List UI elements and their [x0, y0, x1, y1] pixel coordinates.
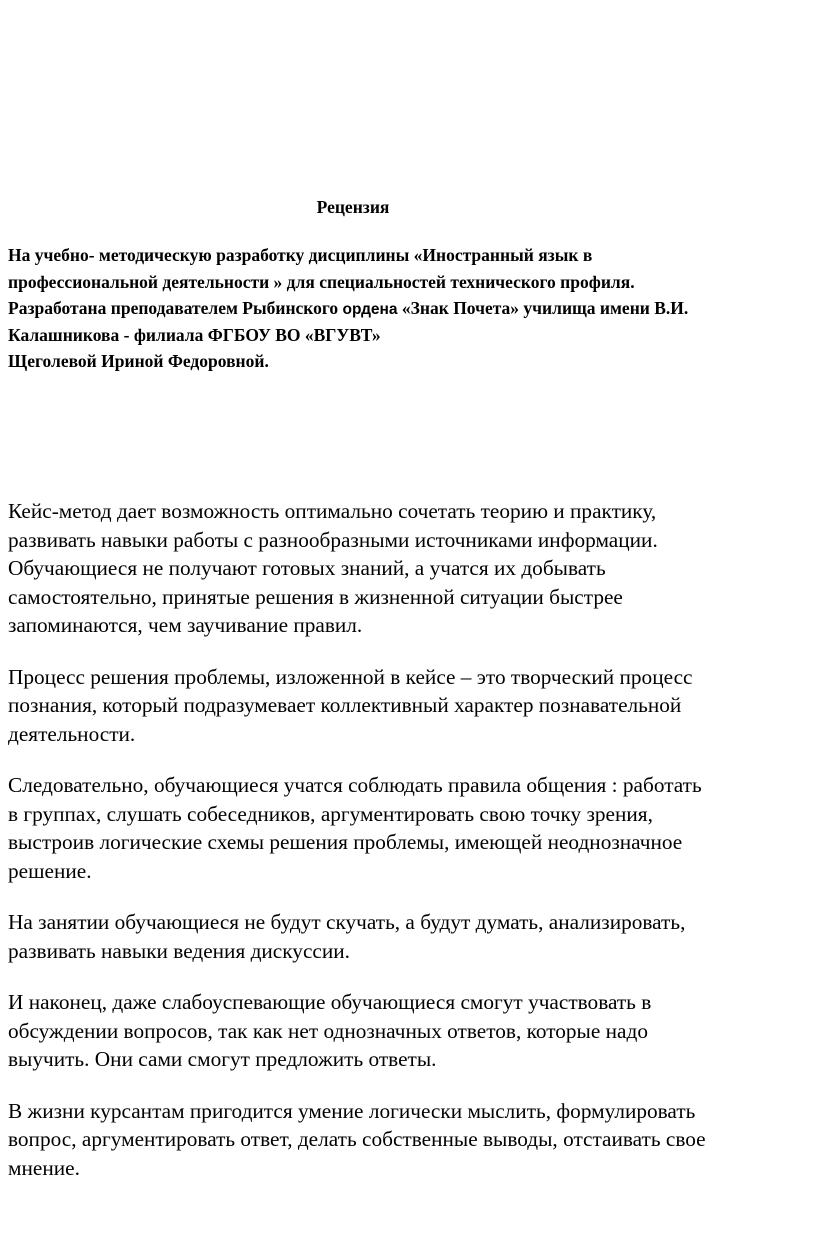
paragraph-line: решение. [8, 858, 92, 883]
paragraph-line: запоминаются, чем заучивание правил. [8, 613, 363, 637]
paragraph-line: обсуждении вопросов, так как нет однозначных ответов, которые надо [8, 1018, 648, 1043]
paragraph-line: деятельности. [8, 721, 136, 746]
paragraph-line: На занятии обучающиеся не будут скучать, а будут думать, анализировать, [8, 910, 686, 934]
paragraph [8, 771, 813, 885]
paragraph-line: Кейс-метод дает возможность оптимально сочетать теорию и практику, [8, 499, 657, 523]
paragraph [8, 663, 813, 749]
paragraph [8, 497, 813, 640]
review-body [8, 497, 813, 1205]
header-line: Калашникова - филиала ФГБОУ ВО «ВГУВТ» [8, 324, 381, 345]
header-text: Разработана преподавателем Рыбинского [8, 298, 343, 318]
paragraph-line: развивать навыки ведения дискуссии. [8, 938, 350, 963]
paragraph-line: Обучающиеся не получают готовых знаний, а учатся их добывать [8, 556, 606, 580]
paragraph-line: Следовательно, обучающиеся учатся соблюдать правила общения : работать [8, 773, 702, 797]
paragraph-line: самостоятельно, принятые решения в жизненной ситуации быстрее [8, 584, 623, 609]
paragraph-line: в группах, слушать собеседников, аргументировать свою точку зрения, [8, 801, 653, 826]
header-text-sans: ордена [342, 301, 398, 318]
paragraph-line: выучить. Они сами смогут предложить ответы. [8, 1047, 437, 1071]
paragraph-line: вопрос, аргументировать ответ, делать собственные выводы, отстаивать свое [8, 1127, 706, 1151]
header-text: «Знак Почета» училища имени В.И. [397, 298, 689, 318]
header-line: профессиональной деятельности » для специальностей технического профиля. [8, 271, 635, 292]
paragraph [8, 988, 813, 1074]
paragraph-line: мнение. [8, 1155, 80, 1180]
header-line: На учебно- методическую разработку дисциплины «Иностранный язык в [8, 245, 593, 265]
paragraph-line: развивать навыки работы с разнообразными источниками информации. [8, 527, 658, 552]
paragraph-line: познания, который подразумевает коллективный характер познавательной [8, 693, 682, 717]
paragraph-line: И наконец, даже слабоуспевающие обучающиеся смогут участвовать в [8, 990, 652, 1014]
paragraph [8, 1097, 813, 1183]
paragraph-line: выстроив логические схемы решения проблемы, имеющей неоднозначное [8, 830, 683, 854]
paragraph-line: Процесс решения проблемы, изложенной в кейсе – это творческий процесс [8, 664, 693, 689]
header-line [8, 295, 808, 322]
header-line: Щеголевой Ириной Федоровной. [8, 351, 269, 371]
review-header [8, 242, 808, 375]
paragraph-line: В жизни курсантам пригодится умение логически мыслить, формулировать [8, 1098, 696, 1123]
paragraph [8, 908, 813, 965]
document-title: Рецензия [316, 197, 390, 217]
